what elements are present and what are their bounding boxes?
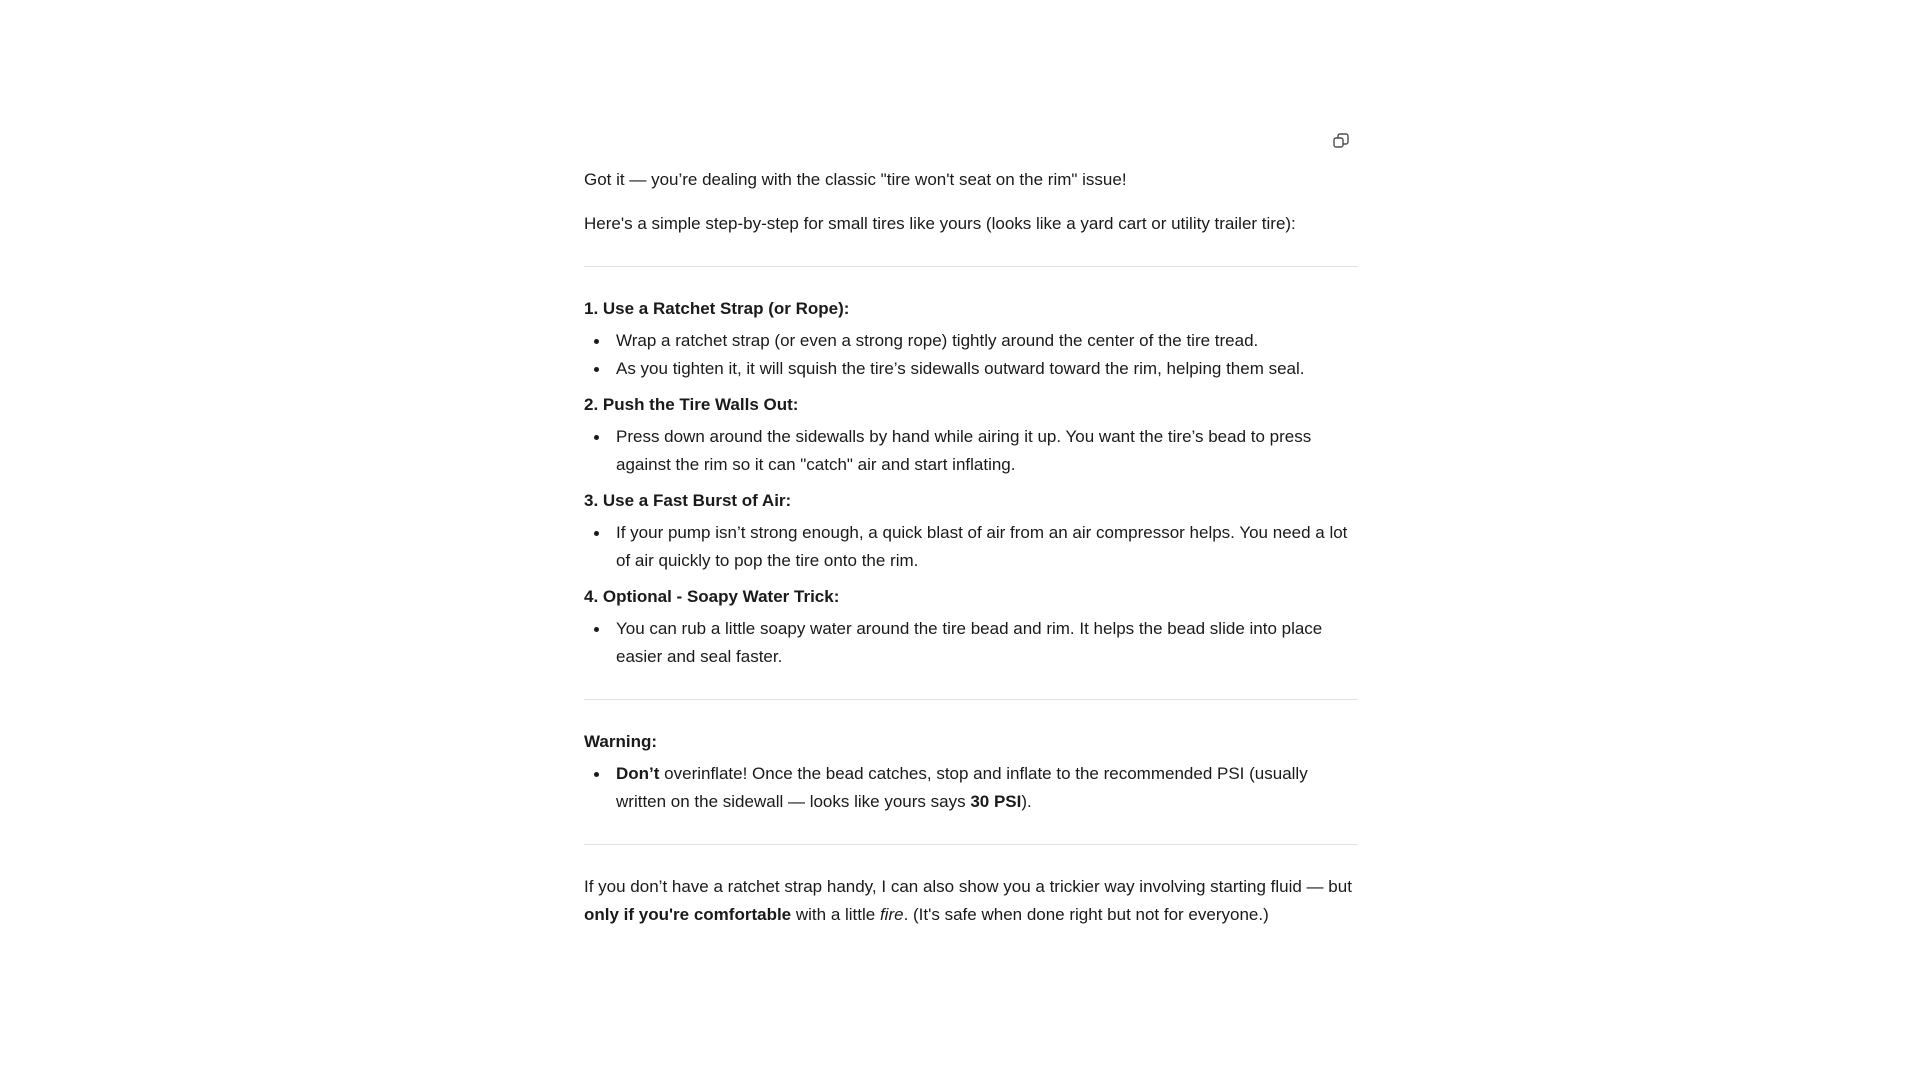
step-section: [584, 391, 1358, 479]
step-section: [584, 295, 1358, 383]
closing-text: If you don’t have a ratchet strap handy, I can also show you a trickier way involving starting fluid — but: [584, 877, 1352, 896]
step-heading: 1. Use a Ratchet Strap (or Rope):: [584, 299, 850, 318]
closing-italic: fire: [879, 905, 904, 924]
step-heading: 2. Push the Tire Walls Out:: [584, 395, 799, 414]
divider: [584, 266, 1358, 267]
closing-text-end: . (It's safe when done right but not for everyone.): [903, 905, 1269, 924]
step-heading: 4. Optional - Soapy Water Trick:: [584, 587, 840, 606]
copy-icon: [1332, 132, 1350, 150]
divider: [584, 699, 1358, 700]
divider: [584, 844, 1358, 845]
warning-bold: Don’t: [616, 764, 660, 783]
step-heading: 3. Use a Fast Burst of Air:: [584, 491, 792, 510]
psi-value: 30 PSI: [970, 792, 1022, 811]
closing-text-middle: with a little: [791, 905, 880, 924]
step-bullets: [584, 519, 1358, 575]
warning-text: overinflate! Once the bead catches, stop and inflate to the recommended PSI (usually written on the sidewall — looks like yours says: [616, 764, 1308, 811]
step-bullets: [584, 327, 1358, 383]
warning-bullets: [584, 760, 1358, 816]
message-content: [584, 166, 1358, 929]
closing-bold: only if you're comfortable: [584, 905, 792, 924]
step-section: [584, 583, 1358, 671]
intro-paragraph: Here's a simple step-by-step for small tires like yours (looks like a yard cart or utility trailer tire):: [584, 214, 1296, 233]
step-bullets: [584, 615, 1358, 671]
step-bullets: [584, 423, 1358, 479]
closing-paragraph: [584, 873, 1358, 929]
list-item: If your pump isn’t strong enough, a quick blast of air from an air compressor helps. You need a lot of air quickly to pop the tire onto the rim.: [616, 519, 1358, 575]
step-section: [584, 487, 1358, 575]
warning-section: [584, 728, 1358, 816]
list-item: Press down around the sidewalls by hand while airing it up. You want the tire’s bead to press against the rim so it can "catch" air and start inflating.: [616, 423, 1358, 479]
list-item: You can rub a little soapy water around the tire bead and rim. It helps the bead slide into place easier and seal faster.: [616, 615, 1358, 671]
list-item: Wrap a ratchet strap (or even a strong rope) tightly around the center of the tire tread.: [616, 327, 1358, 355]
list-item: As you tighten it, it will squish the tire’s sidewalls outward toward the rim, helping them seal.: [616, 355, 1358, 383]
intro-paragraph: Got it — you’re dealing with the classic "tire won't seat on the rim" issue!: [584, 170, 1127, 189]
copy-button[interactable]: [1330, 130, 1352, 152]
warning-heading: Warning:: [584, 732, 658, 751]
warning-text-end: ).: [1021, 792, 1032, 811]
list-item: [616, 760, 1358, 816]
